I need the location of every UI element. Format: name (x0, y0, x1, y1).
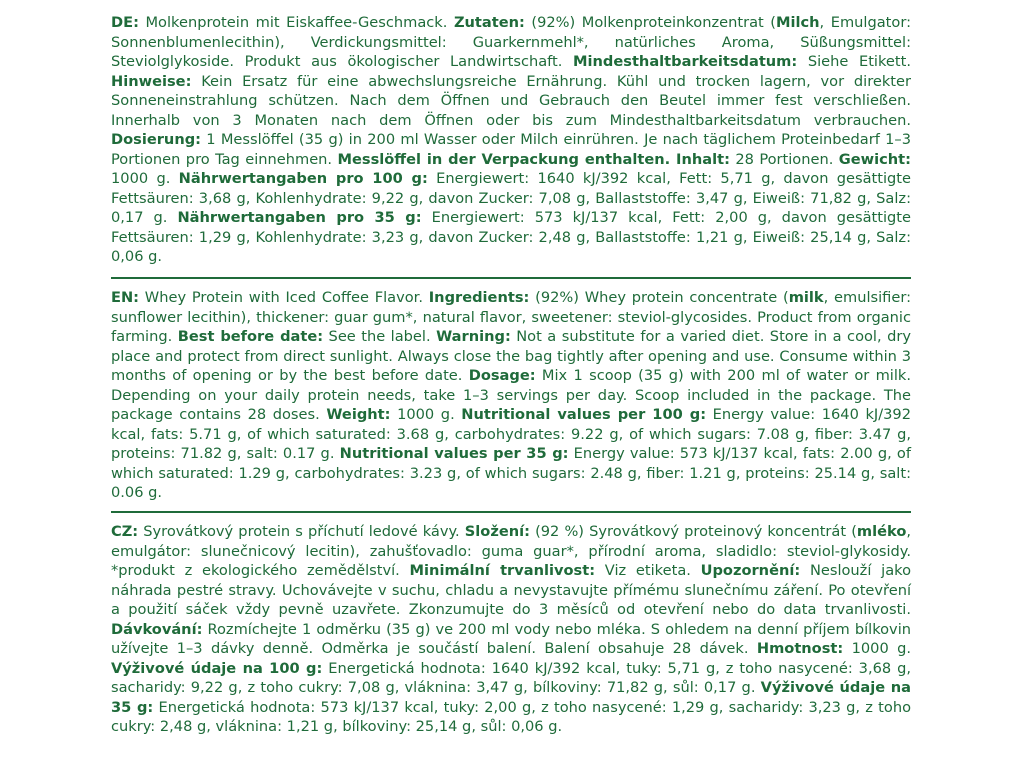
label-keyword: Upozornění: (700, 562, 801, 579)
label-keyword: Nährwertangaben pro 100 g: (178, 170, 428, 187)
label-keyword: Hinweise: (111, 72, 192, 90)
label-keyword: Mindesthaltbarkeitsdatum: (573, 53, 798, 70)
section-divider (111, 511, 911, 513)
label-text: Syrovátkový protein s příchutí ledové kávy. (138, 523, 465, 540)
label-keyword: Ingredients: (428, 289, 530, 306)
label-text: 1 Messlöffel (35 g) in 200 ml Wasser oder Milch einrühren. Je nach täglichem Proteinbedarf 1–3 Portionen pro Tag einnehmen. (111, 131, 911, 168)
label-keyword: Milch (775, 14, 820, 31)
label-keyword: Nutritional values per 35 g: (339, 445, 569, 462)
label-text: Kein Ersatz für eine abwechslungsreiche Ernährung. Kühl und trocken lagern, vor direkter Sonneneinstrahlung schützen. Nach dem Öffnen und Gebrauch den Beutel immer fest verschließen. Innerhalb von 3 Monaten nach dem Öffnen oder bis zum Mindesthaltbarkeitsdatum verbrauchen. (111, 72, 911, 129)
label-keyword: Zutaten: (453, 14, 525, 31)
label-text: Neslouží jako náhrada pestré stravy. Uchovávejte v suchu, chladu a nevystavujte přímému slunečnímu záření. Po otevření a použití sáček vždy pevně uzavřete. Zkonzumujte do 3 měsíců od otevření nebo do data trvanlivosti. (111, 562, 911, 618)
label-text: 1000 g. (111, 170, 179, 187)
label-text: , Emulgator: Sonnenblumenlecithin), Verdickungsmittel: Guarkernmehl*, natürliches Aroma, Süßungsmittel: Steviolglykoside. Produkt aus ökologischer Landwirtschaft. (111, 14, 911, 70)
label-keyword: Weight: (326, 406, 391, 423)
label-keyword: Výživové údaje na 35 g: (111, 679, 911, 716)
label-text: (92%) Molkenproteinkonzentrat ( (524, 14, 776, 31)
label-keyword: Dosage: (468, 367, 536, 384)
label-text: , emulgátor: slunečnicový lecitin), zahušťovadlo: guma guar*, přírodní aroma, sladidlo: steviol-glykosidy. *produkt z ekologického zemědělství. (111, 523, 911, 579)
section-en (111, 288, 911, 503)
label-keyword: CZ: (111, 523, 139, 540)
label-keyword: Nutritional values per 100 g: (461, 406, 707, 423)
label-keyword: Messlöffel in der Verpackung enthalten. Inhalt: (337, 150, 730, 168)
section-divider (111, 277, 911, 279)
label-keyword: Warning: (436, 328, 511, 345)
label-text: 28 Portionen. (729, 150, 839, 168)
label-keyword: DE: (111, 14, 139, 31)
label-text: 1000 g. (843, 640, 911, 657)
label-text: Energiewert: 1640 kJ/392 kcal, Fett: 5,71 g, davon gesättigte Fettsäuren: 3,68 g, Kohlenhydrate: 9,22 g, davon Zucker: 7,08 g, Ballaststoffe: 3,47 g, Eiweiß: 71,82 g, Salz: 0,17 g. (111, 170, 912, 226)
label-keyword: Dávkování: (111, 620, 203, 638)
label-text: Energy value: 573 kJ/137 kcal, fats: 2.00 g, of which saturated: 1.29 g, carbohydrates: 3.23 g, of which sugars: 2.48 g, fiber: 1.21 g, proteins: 25.14 g, salt: 0.06 g. (111, 445, 911, 501)
label-text: Molkenprotein mit Eiskaffee-Geschmack. (138, 14, 454, 31)
label-keyword: EN: (111, 289, 140, 306)
section-de (111, 13, 911, 267)
label-keyword: Dosierung: (111, 131, 201, 148)
label-text: Whey Protein with Iced Coffee Flavor. (139, 289, 429, 306)
label-text: See the label. (323, 328, 437, 345)
label-text: Energiewert: 573 kJ/137 kcal, Fett: 2,00 g, davon gesättigte Fettsäuren: 1,29 g, Kohlenhydrate: 3,23 g, davon Zucker: 2,48 g, Ballaststoffe: 1,21 g, Eiweiß: 25,14 g, Salz: 0,06 g. (111, 209, 911, 265)
label-keyword: Best before date: (177, 328, 324, 345)
label-text: , emulsifier: sunflower lecithin), thickener: guar gum*, natural flavor, sweetener: steviol-glycosides. Product from organic farming. (111, 289, 911, 345)
label-text: Mix 1 scoop (35 g) with 200 ml of water or milk. Depending on your daily protein needs, take 1–3 servings per day. Scoop included in the package. The package contains 28 doses. (111, 367, 911, 423)
label-keyword: Gewicht: (838, 150, 911, 168)
label-text: (92%) Whey protein concentrate ( (529, 289, 789, 306)
label-keyword: Složení: (464, 523, 530, 540)
label-keyword: mléko (856, 523, 907, 540)
label-keyword: Výživové údaje na 100 g: (111, 659, 323, 677)
label-text: Energy value: 1640 kJ/392 kcal, fats: 5.71 g, of which saturated: 3.68 g, carbohydrates: 9.22 g, of which sugars: 7.08 g, fiber: 3.47 g, proteins: 71.82 g, salt: 0.17 g. (111, 406, 911, 462)
label-text: Energetická hodnota: 573 kJ/137 kcal, tuky: 2,00 g, z toho nasycené: 1,29 g, sacharidy: 3,23 g, z toho cukry: 2,48 g, vláknina: 1,21 g, bílkoviny: 25,14 g, sůl: 0,06 g. (111, 698, 911, 735)
label-keyword: milk (788, 289, 824, 306)
label-text: Siehe Etikett. (797, 53, 911, 70)
label-keyword: Nährwertangaben pro 35 g: (177, 209, 422, 226)
label-text: Rozmíchejte 1 odměrku (35 g) ve 200 ml vody nebo mléka. S ohledem na denní příjem bílkovin užívejte 1–3 dávky denně. Odměrka je součástí balení. Balení obsahuje 28 dávek. (111, 620, 911, 657)
label-text: Energetická hodnota: 1640 kJ/392 kcal, tuky: 5,71 g, z toho nasycené: 3,68 g, sacharidy: 9,22 g, z toho cukry: 7,08 g, vláknina: 3,47 g, bílkoviny: 71,82 g, sůl: 0,17 g. (111, 659, 911, 696)
label-text: 1000 g. (390, 406, 462, 423)
label-text: (92 %) Syrovátkový proteinový koncentrát ( (529, 523, 857, 540)
label-text: Viz etiketa. (595, 562, 701, 579)
label-text: Not a substitute for a varied diet. Store in a cool, dry place and protect from direct sunlight. Always close the bag tightly after opening and use. Consume within 3 months of opening or by the best before date. (111, 328, 912, 384)
label-keyword: Minimální trvanlivost: (409, 562, 596, 579)
section-cz (111, 522, 911, 737)
product-label (111, 0, 911, 768)
label-keyword: Hmotnost: (756, 640, 844, 657)
